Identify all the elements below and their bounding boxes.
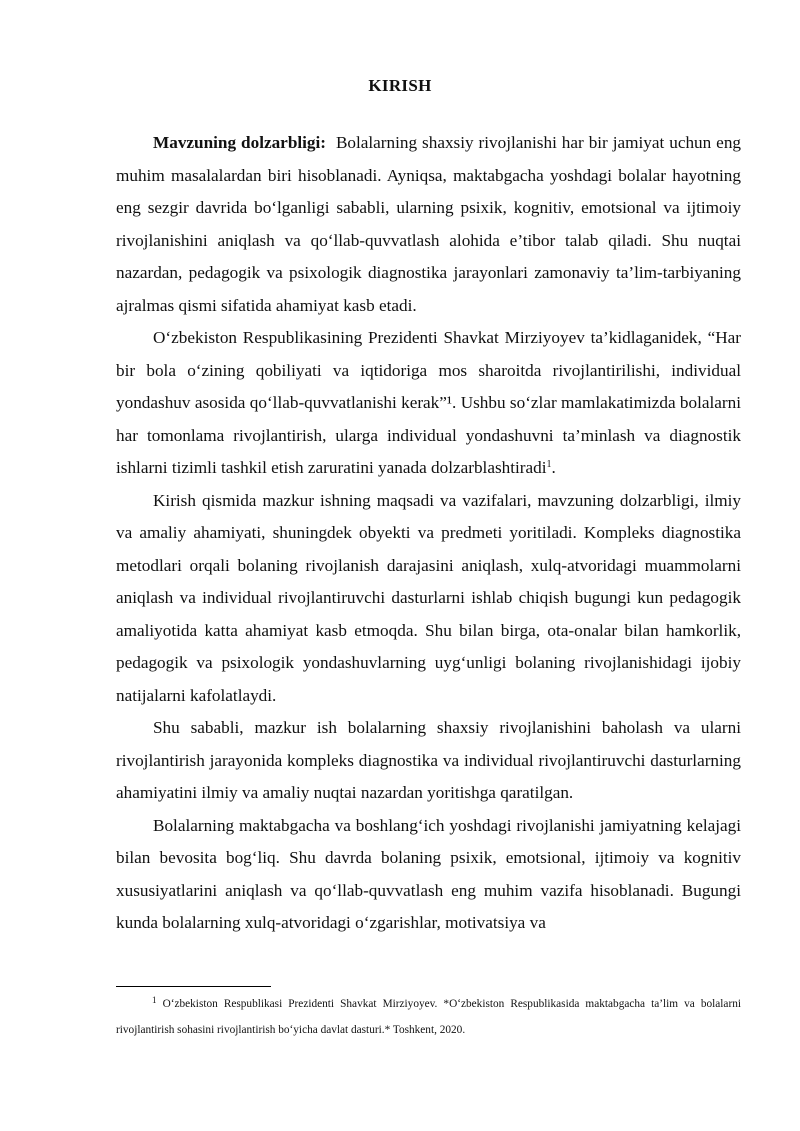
paragraph-purpose [116,712,741,810]
section-heading: KIRISH [368,76,432,95]
paragraph-relevance [116,127,741,322]
paragraph-lead: Mavzuning dolzarbligi: [153,133,327,152]
footnote-marker: 1 [152,995,157,1005]
paragraph-president-quote [116,322,741,485]
paragraph-text: Oʻzbekiston Respublikasining Prezidenti Shavkat Mirziyoyev ta’kidlaganidek, “Har bir bola oʻzining qobiliyati va iqtidoriga mos sharoitda rivojlantirilishi, individual yondashuv asosida qoʻllab-quvvatlanishi kerak”¹. Ushbu soʻzlar mamlakatimizda bolalarni har tomonlama rivojlantirish, ularga individual yondashuvni ta’minlash va diagnostik ishlarni tizimli tashkil etish zaruratini yanada dolzarblashtiradi [116,328,741,477]
footnote-separator [116,986,271,987]
footnote-text: Oʻzbekiston Respublikasi Prezidenti Shavkat Mirziyoyev. *Oʻzbekiston Respublikasida maktabgacha ta’lim va bolalarni rivojlantirish sohasini rivojlantirish boʻyicha davlat dasturi.* Toshkent, 2020. [116,998,741,1036]
body-text [116,127,741,940]
paragraph-text: Shu sababli, mazkur ish bolalarning shaxsiy rivojlanishini baholash va ularni rivojlantirish jarayonida kompleks diagnostika va individual rivojlantiruvchi dasturlarning ahamiyatini ilmiy va amaliy nuqtai nazardan yoritishga qaratilgan. [116,718,741,802]
paragraph-end: . [551,458,556,477]
paragraph-text: Bolalarning maktabgacha va boshlangʻich yoshdagi rivojlanishi jamiyatning kelajagi bilan bevosita bogʻliq. Shu davrda bolaning psixik, emotsional, ijtimoiy va kognitiv xususiyatlarini aniqlash va qoʻllab-quvvatlash eng muhim vazifa hisoblanadi. Bugungi kunda bolalarning xulq-atvoridagi oʻzgarishlar, motivatsiya va [116,815,741,932]
footnote [116,991,741,1043]
paragraph-development [116,810,741,940]
paragraph-text: Kirish qismida mazkur ishning maqsadi va vazifalari, mavzuning dolzarbligi, ilmiy va amaliy ahamiyati, shuningdek obyekti va predmeti yoritiladi. Kompleks diagnostika metodlari orqali bolaning rivojlanish darajasini aniqlash, xulq-atvoridagi muammolarni aniqlash va individual rivojlantiruvchi dasturlarni ishlab chiqish bugungi kun pedagogik amaliyotida katta ahamiyat kasb etmoqda. Shu bilan birga, ota-onalar bilan hamkorlik, pedagogik va psixologik yondashuvlarning uygʻunligi bolaning rivojlanishidagi ijobiy natijalarni kafolatlaydi. [116,490,741,705]
paragraph-text: Bolalarning shaxsiy rivojlanishi har bir jamiyat uchun eng muhim masalalardan biri hisoblanadi. Ayniqsa, maktabgacha yoshdagi bolalar hayotning eng sezgir davrida boʻlganligi sababli, ularning psixik, kognitiv, emotsional va ijtimoiy rivojlanishini aniqlash va qoʻllab-quvvatlash alohida e’tibor talab qiladi. Shu nuqtai nazardan, pedagogik va psixologik diagnostika jarayonlari zamonaviy ta’lim-tarbiyaning ajralmas qismi sifatida ahamiyat kasb etadi. [116,133,742,315]
paragraph-introduction [116,485,741,713]
footnote-reference: 1 [546,459,552,470]
